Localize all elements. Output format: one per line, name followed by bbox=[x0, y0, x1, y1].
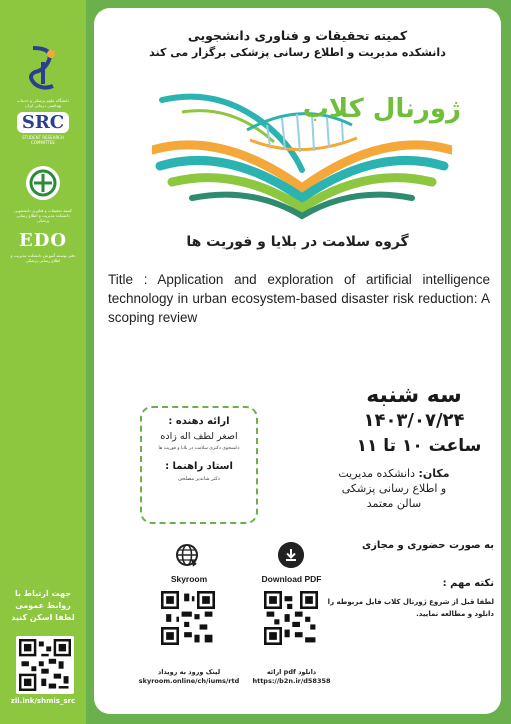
download-qr-code[interactable] bbox=[264, 591, 318, 645]
presentation-title: Title : Application and exploration of artificial intelligence technology in urban ecosystem-based disaster risk reduction: A scoping review bbox=[108, 272, 490, 325]
qr-code-icon bbox=[161, 591, 215, 645]
university-logo bbox=[10, 44, 76, 108]
download-pdf-label[interactable]: Download PDF bbox=[261, 574, 322, 584]
contact-qr-code[interactable] bbox=[16, 636, 74, 694]
globe-icon[interactable] bbox=[174, 542, 200, 568]
venue-line-3: سالن معتمد bbox=[366, 497, 422, 510]
venue-line-1: دانشکده مدیریت bbox=[338, 467, 415, 480]
contact-link[interactable]: zil.ink/shmis_src bbox=[10, 697, 76, 705]
university-emblem-icon bbox=[25, 44, 61, 92]
event-time: ساعت ۱۰ تا ۱۱ bbox=[356, 436, 482, 456]
header-line-2: دانشکده مدیریت و اطلاع رسانی پزشکی برگزار می کند bbox=[149, 46, 446, 59]
research-committee-caption: کمیته تحقیقات و فناوری دانشجویی دانشکده مدیریت و اطلاع رسانی پزشکی bbox=[14, 208, 72, 223]
event-date: ۱۴۰۳/۰۷/۲۴ bbox=[363, 410, 465, 431]
skyroom-label[interactable]: Skyroom bbox=[170, 574, 208, 584]
supervisor-name: دکتر شاندیز مصلحی bbox=[178, 476, 220, 482]
edo-logo bbox=[10, 230, 76, 263]
presenter-label: ارائه دهنده : bbox=[168, 416, 230, 427]
contact-instructions bbox=[4, 588, 82, 624]
skyroom-link[interactable]: skyroom.online/ch/iums/rtd bbox=[138, 677, 240, 685]
edo-logo-text: EDO bbox=[18, 230, 67, 251]
note-title: نکته مهم : bbox=[442, 578, 494, 589]
attendance-mode: به صورت حضوری و مجازی bbox=[361, 540, 494, 551]
research-committee-logo bbox=[10, 164, 76, 223]
qr-code-icon bbox=[19, 639, 71, 691]
presenter-role: دانشجوی دکتری سلامت در بلایا و فوریت ها bbox=[158, 446, 240, 451]
poster-main-panel bbox=[94, 8, 501, 714]
contact-line-1: جهت ارتباط با bbox=[14, 589, 72, 598]
university-logo-caption: دانشگاه علوم پزشکی و خدمات بهداشتی درمانی ایران bbox=[16, 98, 70, 108]
contact-line-2: روابط عمومی bbox=[15, 601, 71, 610]
qr-code-icon bbox=[264, 591, 318, 645]
journal-club-title: ژورنال کلاب bbox=[302, 94, 461, 124]
venue-line-2: و اطلاع رسانی پزشکی bbox=[341, 482, 447, 495]
sidebar bbox=[0, 0, 86, 724]
venue-label: مکان: bbox=[418, 467, 450, 480]
venue-block bbox=[294, 466, 494, 511]
skyroom-qr-code[interactable] bbox=[161, 591, 215, 645]
department-group: گروه سلامت در بلایا و فوریت ها bbox=[186, 234, 409, 250]
download-icon[interactable] bbox=[278, 542, 304, 568]
header-line-1: کمیته تحقیقات و فناوری دانشجویی bbox=[187, 28, 408, 43]
skyroom-caption-1: لینک ورود به رویداد bbox=[157, 668, 221, 676]
note-text: لطفا قبل از شروع ژورنال کلاب فایل مربوطه را دانلود و مطالعه نمایید. bbox=[327, 598, 494, 618]
event-day: سه شنبه bbox=[366, 383, 462, 408]
src-logo-caption: STUDENT RESEARCH COMMITTEE bbox=[22, 135, 64, 145]
src-logo bbox=[10, 112, 76, 145]
download-caption-1: دانلود pdf ارائه bbox=[266, 668, 317, 676]
src-logo-text: SRC bbox=[17, 112, 69, 133]
supervisor-label: استاد راهنما : bbox=[165, 461, 233, 472]
contact-line-3: لطفا اسکن کنید bbox=[11, 613, 75, 622]
edo-logo-caption: دفتر توسعه آموزش دانشکده مدیریت و اطلاع رسانی پزشکی bbox=[10, 253, 76, 263]
download-link[interactable]: https://b2n.ir/d58358 bbox=[252, 677, 331, 685]
research-committee-emblem-icon bbox=[24, 164, 62, 202]
presenter-box bbox=[140, 406, 258, 524]
presenter-name: اصغر لطف اله زاده bbox=[160, 431, 238, 442]
